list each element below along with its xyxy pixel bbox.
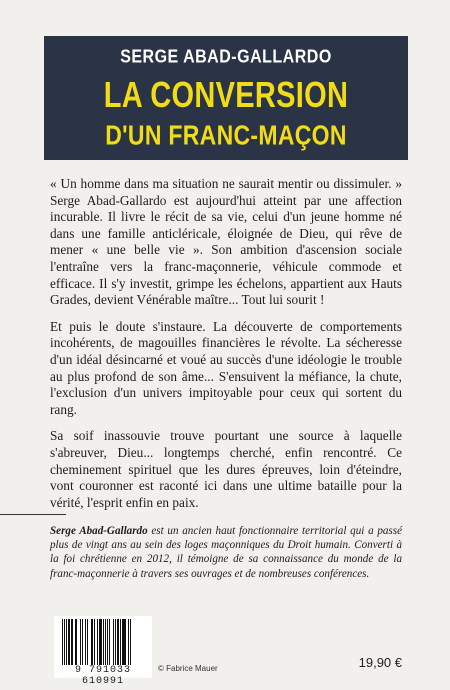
author-name: SERGE ABAD-GALLARDO — [120, 47, 332, 68]
bio-author-name: Serge Abad-Gallardo — [50, 525, 148, 537]
photo-credit: © Fabrice Mauer — [158, 664, 218, 673]
blurb-paragraph: Et puis le doute s'instaure. La découverte de comportements incohérents, de magouilles financières le révolte. La sécheresse d'un idéal désincarné et voué au succès d'une idéologie le trouble au plus profond de son âme... S'ensuivent la méfiance, la chute, l'exclusion d'un univers impitoyable pour ceux qui sortent du rang. — [50, 318, 402, 417]
book-title-line-1: LA CONVERSION — [103, 75, 349, 116]
barcode-bar — [130, 619, 131, 665]
author-bio — [50, 524, 402, 581]
price-label: 19,90 € — [358, 655, 402, 670]
title-banner — [44, 36, 408, 160]
isbn-number: 9 791033 610991 — [74, 665, 131, 687]
blurb-text — [50, 176, 402, 521]
blurb-paragraph: « Un homme dans ma situation ne saurait mentir ou dissimuler. » Serge Abad-Gallardo est aujourd'hui atteint par une affection incurable. Il livre le récit de sa vie, celui d'un jeune homme né dans une famille anticléricale, éloignée de Dieu, qui rêve de mener « une belle vie ». Son ambition d'ascension sociale l'entraîne vers la franc-maçonnerie, véhicule commode et efficace. Il s'y investit, grimpe les échelons, appartient aux Hauts Grades, devient Vénérable maître... Tout lui sourit ! — [50, 176, 402, 308]
isbn-barcode — [54, 616, 152, 687]
bio-text: est un ancien haut fonctionnaire territorial qui a passé plus de vingt ans au sein des loges maçonniques du Droit humain. Converti à la foi chrétienne en 2012, il témoigne de sa connaissance du monde de la franc-maçonnerie à travers ses ouvrages et de nombreuses conférences. — [50, 525, 402, 580]
barcode-bars — [62, 619, 148, 665]
book-title-line-2: D'UN FRANC-MAÇON — [105, 119, 347, 151]
blurb-paragraph: Sa soif inassouvie trouve pourtant une source à laquelle s'abreuver, Dieu... longtemps cherché, enfin rencontré. Ce cheminement spirituel que les dures épreuves, loin d'éteindre, vont couronner est raconté ici dans une ultime bataille pour la vérité, l'esprit enfin en paix. — [50, 428, 402, 510]
divider-line — [0, 514, 66, 515]
